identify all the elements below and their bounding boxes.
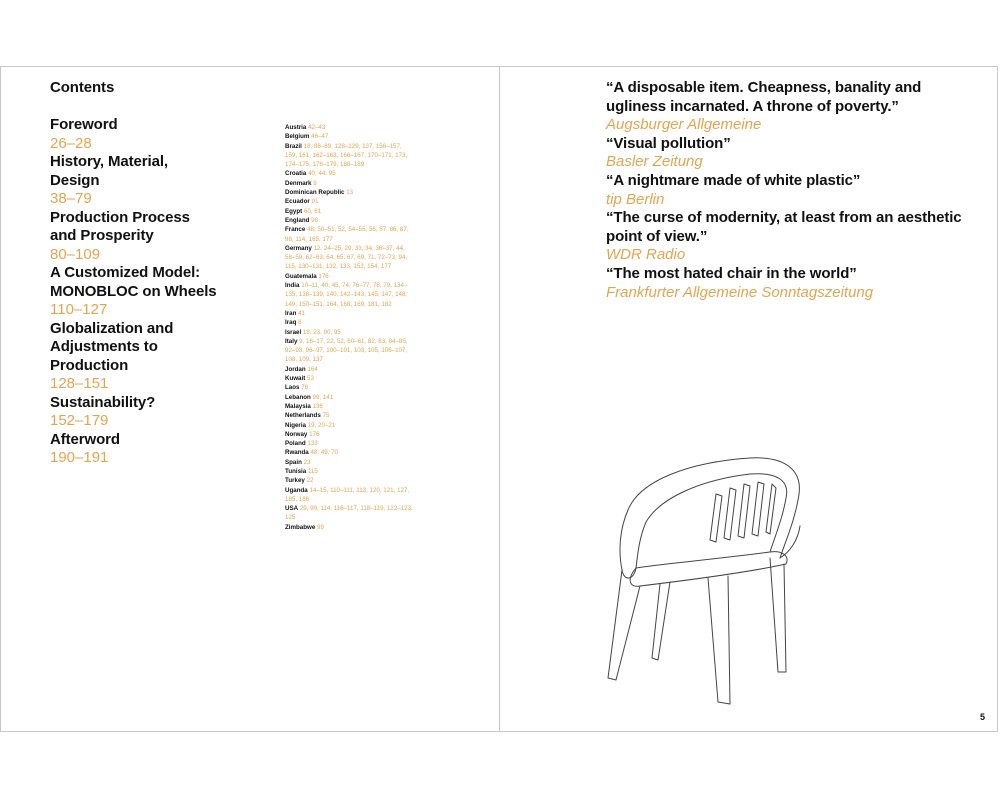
- index-pages: 23: [303, 458, 311, 466]
- index-entry: [285, 309, 415, 318]
- index-country: Lebanon: [285, 393, 311, 401]
- index-pages: 14–15, 110–111, 113, 120, 121, 127, 185, 186: [285, 486, 410, 503]
- index-pages: 12, 24–25, 29, 33, 34, 36–37, 44, 58–59, 62–63, 64, 65, 67, 69, 71, 72–73, 94, 115, 130–131, 132, 133, 153, 154, 177: [285, 244, 408, 271]
- index-pages: 53: [307, 375, 314, 383]
- index-pages: 18, 88–89, 128–129, 137, 156–157, 159, 161, 162–163, 166–167, 170–171, 173, 174–175, 178–179, 188–189: [285, 142, 408, 169]
- index-entry: [285, 197, 415, 206]
- index-entry: [285, 476, 415, 485]
- toc-pages: 38–79: [50, 190, 92, 207]
- index-country: Italy: [285, 337, 298, 345]
- index-pages: 115: [307, 467, 318, 475]
- quote-text: “The curse of modernity, at least from an aesthetic point of view.”: [606, 209, 962, 245]
- index-country: Uganda: [285, 486, 308, 494]
- index-country: Germany: [285, 244, 312, 252]
- index-country: Croatia: [285, 170, 307, 178]
- index-pages: 19, 20–21: [307, 421, 336, 429]
- index-country: Turkey: [285, 477, 305, 485]
- index-entry: [285, 281, 415, 309]
- index-country: USA: [285, 505, 299, 513]
- index-entry: [285, 504, 415, 523]
- toc-entry: [50, 394, 250, 431]
- index-country: Austria: [285, 124, 307, 131]
- index-pages: 40, 44, 95: [308, 170, 336, 178]
- quote-source: Augsburger Allgemeine: [606, 116, 762, 134]
- quote-text: “A nightmare made of white plastic”: [606, 171, 861, 189]
- index-entry: [285, 188, 415, 197]
- page-number: 5: [980, 712, 986, 722]
- index-pages: 41: [298, 309, 305, 317]
- index-entry: [285, 207, 415, 216]
- index-country: Kuwait: [285, 375, 306, 383]
- table-of-contents: [50, 116, 250, 468]
- index-pages: 48, 50–51, 52, 54–55, 56, 57, 86, 87, 98, 114, 165, 177: [285, 226, 409, 243]
- index-entry: [285, 383, 415, 392]
- index-entry: [285, 132, 415, 141]
- index-entry: [285, 467, 415, 476]
- index-country: Egypt: [285, 207, 303, 215]
- index-pages: 98: [311, 216, 319, 224]
- index-country: Poland: [285, 440, 306, 448]
- index-pages: 176: [309, 430, 320, 438]
- index-pages: 164: [307, 365, 318, 373]
- index-pages: 22: [306, 477, 314, 485]
- toc-title: Globalization and Adjustments to Production: [50, 319, 174, 374]
- quote-text: “The most hated chair in the world”: [606, 264, 857, 282]
- index-country: Tunisia: [285, 467, 307, 475]
- toc-title: Afterword: [50, 430, 120, 448]
- toc-title: Foreword: [50, 116, 118, 133]
- index-country: Nigeria: [285, 421, 306, 429]
- index-entry: [285, 448, 415, 457]
- index-country: Spain: [285, 458, 302, 466]
- index-entry: [285, 318, 415, 327]
- index-entry: [285, 402, 415, 411]
- index-country: Dominican Republic: [285, 189, 345, 197]
- toc-entry: [50, 264, 250, 320]
- toc-pages: 110–127: [50, 301, 108, 318]
- index-entry: [285, 272, 415, 281]
- country-index: [285, 123, 415, 532]
- quote-source: Frankfurter Allgemeine Sonntagszeitung: [606, 283, 874, 301]
- index-country: France: [285, 226, 306, 234]
- index-entry: [285, 365, 415, 374]
- toc-pages: 152–179: [50, 412, 109, 429]
- index-entry: [285, 337, 415, 365]
- index-pages: 133: [307, 440, 318, 448]
- index-country: Belgium: [285, 133, 310, 141]
- index-country: Jordan: [285, 365, 306, 373]
- index-pages: 75: [322, 412, 330, 420]
- index-country: Zimbabwe: [285, 523, 316, 531]
- index-country: Iran: [285, 309, 297, 317]
- toc-pages: 26–28: [50, 134, 92, 152]
- index-country: Ecuador: [285, 198, 310, 206]
- index-pages: 136: [312, 402, 323, 410]
- quote-source: Basler Zeitung: [606, 153, 703, 171]
- index-pages: 10–11, 40, 45, 74, 76–77, 78, 79, 134–135, 138–139, 140, 142–143, 145, 147, 148, 149, 150–151, 164, 168, 169, 181, 182: [285, 282, 408, 308]
- press-quotes: [606, 79, 976, 302]
- index-country: Netherlands: [285, 412, 321, 420]
- index-country: Norway: [285, 430, 308, 438]
- index-pages: 8: [298, 319, 302, 327]
- index-pages: 78: [301, 384, 309, 392]
- index-entry: [285, 374, 415, 383]
- toc-title: A Customized Model: MONOBLOC on Wheels: [50, 264, 217, 300]
- index-entry: [285, 169, 415, 178]
- index-entry: [285, 439, 415, 448]
- index-pages: 48, 49, 70: [310, 449, 338, 457]
- index-entry: [285, 123, 415, 132]
- toc-pages: 80–109: [50, 245, 101, 263]
- index-country: England: [285, 216, 310, 224]
- toc-entry: [50, 431, 250, 468]
- toc-title: History, Material, Design: [50, 153, 168, 189]
- index-pages: 9: [313, 179, 317, 187]
- index-country: Israel: [285, 328, 302, 336]
- toc-entry: [50, 116, 250, 153]
- toc-entry: [50, 209, 250, 265]
- toc-pages: 190–191: [50, 449, 109, 466]
- contents-heading: Contents: [50, 79, 115, 96]
- index-entry: [285, 244, 415, 272]
- monobloc-chair-illustration: [600, 440, 830, 730]
- index-pages: 91: [311, 198, 319, 206]
- index-pages: 176: [318, 272, 329, 280]
- index-entry: [285, 430, 415, 439]
- index-country: India: [285, 282, 300, 290]
- toc-pages: 128–151: [50, 375, 109, 392]
- index-country: Rwanda: [285, 449, 309, 457]
- toc-entry: [50, 153, 250, 209]
- index-pages: 99, 141: [312, 393, 334, 401]
- index-entry: [285, 328, 415, 337]
- page-fold-divider: [499, 66, 500, 732]
- quote-text: “A disposable item. Cheapness, banality and ugliness incarnated. A throne of poverty.”: [606, 79, 922, 115]
- index-pages: 13: [346, 189, 354, 197]
- quote-source: tip Berlin: [606, 190, 665, 208]
- index-country: Guatemala: [285, 272, 317, 280]
- quote-text: “Visual pollution”: [606, 134, 731, 152]
- index-country: Malaysia: [285, 402, 311, 410]
- index-pages: 42–43: [308, 124, 326, 131]
- index-country: Brazil: [285, 142, 302, 150]
- index-entry: [285, 179, 415, 188]
- index-entry: [285, 216, 415, 225]
- index-pages: 29, 90, 114, 116–117, 118–119, 122–123, 125: [285, 505, 413, 522]
- index-pages: 99: [317, 523, 324, 531]
- index-pages: 46–47: [311, 133, 329, 141]
- index-entry: [285, 393, 415, 402]
- index-entry: [285, 421, 415, 430]
- quote-source: WDR Radio: [606, 246, 686, 264]
- index-country: Laos: [285, 384, 300, 392]
- index-entry: [285, 411, 415, 420]
- index-entry: [285, 486, 415, 505]
- index-country: Iraq: [285, 319, 297, 327]
- index-country: Denmark: [285, 179, 312, 187]
- toc-entry: [50, 320, 250, 394]
- toc-title: Production Process and Prosperity: [50, 208, 190, 244]
- index-pages: 60, 61: [303, 207, 322, 215]
- index-entry: [285, 225, 415, 244]
- index-entry: [285, 523, 415, 532]
- index-entry: [285, 142, 415, 170]
- index-entry: [285, 458, 415, 467]
- index-pages: 9, 16–17, 22, 52, 60–61, 82, 83, 84–85, 92–93, 96–97, 100–101, 103, 105, 106–107, 108, 109, 137: [285, 337, 408, 364]
- index-pages: 18, 23, 90, 95: [302, 328, 341, 336]
- toc-title: Sustainability?: [50, 393, 156, 411]
